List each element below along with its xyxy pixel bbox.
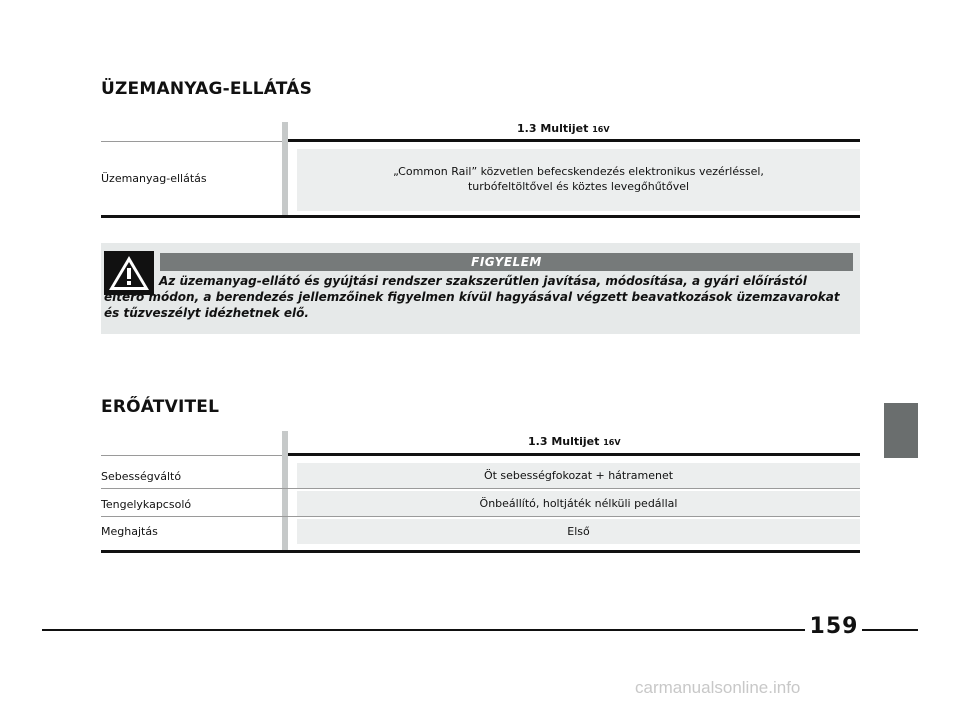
table-row-value: Önbeállító, holtjáték nélküli pedállal <box>297 491 860 516</box>
fuel-table-divider <box>282 122 288 216</box>
row-divider <box>101 516 860 517</box>
footer-rule-right <box>862 629 918 631</box>
transmission-section-title: ERŐÁTVITEL <box>101 397 220 417</box>
warning-text: Az üzemanyag-ellátó és gyújtási rendszer szakszerűtlen javítása, módosítása, a gyári előírástól eltérő módon, a berendezés jellemzőinek figyelmen kívül hagyásával végzett beavatkozások üzemzavarokat és tűzveszélyt idézhetnek elő. <box>104 274 840 320</box>
transmission-top-rule <box>288 453 860 456</box>
fuel-row-label: Üzemanyag-ellátás <box>101 172 207 185</box>
transmission-header-small: 16V <box>603 438 621 447</box>
page-number: 159 <box>809 614 859 639</box>
row-divider <box>101 488 860 489</box>
footer-rule-left <box>42 629 805 631</box>
transmission-bottom-rule <box>101 550 860 553</box>
table-row-label: Sebességváltó <box>101 470 182 483</box>
fuel-table-bottom-rule <box>101 215 860 218</box>
fuel-table-header <box>517 122 610 135</box>
fuel-section-title: ÜZEMANYAG-ELLÁTÁS <box>101 79 313 99</box>
fuel-table-top-rule-left <box>101 141 283 142</box>
fuel-table-top-rule <box>288 139 860 142</box>
watermark: carmanualsonline.info <box>635 678 801 697</box>
transmission-table-divider <box>282 431 288 552</box>
fuel-header-main: 1.3 Multijet <box>517 122 589 135</box>
table-row-label: Meghajtás <box>101 525 158 538</box>
transmission-table-header <box>528 435 621 448</box>
table-row-label: Tengelykapcsoló <box>101 498 192 511</box>
table-row-value: Első <box>297 519 860 544</box>
transmission-header-main: 1.3 Multijet <box>528 435 600 448</box>
chapter-side-tab <box>884 403 918 458</box>
transmission-top-rule-left <box>101 455 283 456</box>
fuel-row-value <box>297 149 860 211</box>
fuel-row-value-line2: turbófeltöltővel és köztes levegőhűtővel <box>467 180 690 193</box>
table-row-value: Öt sebességfokozat + hátramenet <box>297 463 860 488</box>
warning-heading: FIGYELEM <box>160 253 853 271</box>
fuel-header-small: 16V <box>592 125 610 134</box>
fuel-row-value-line1: „Common Rail” közvetlen befecskendezés elektronikus vezérléssel, <box>393 165 764 178</box>
